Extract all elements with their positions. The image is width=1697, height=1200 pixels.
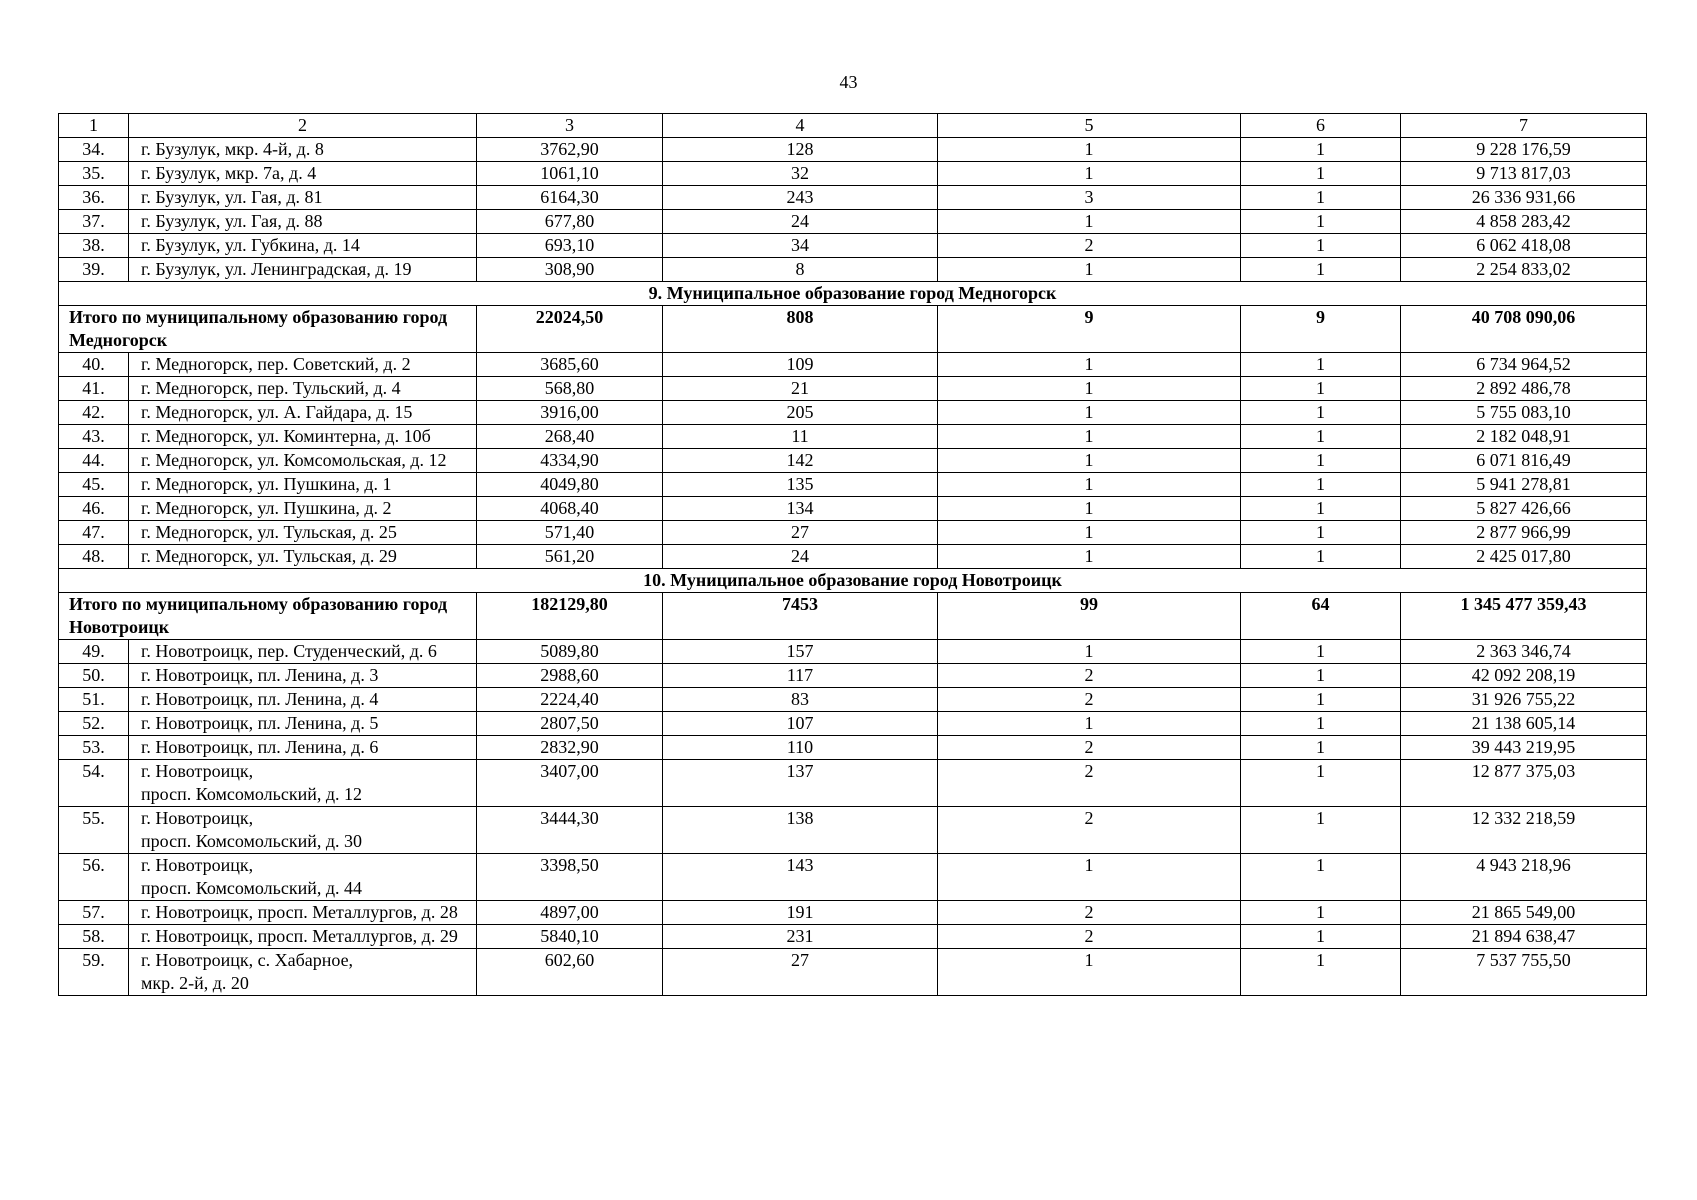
table-row — [59, 162, 1647, 186]
address-cell: г. Медногорск, ул. Тульская, д. 29 — [129, 545, 477, 569]
residents-count-cell: 205 — [663, 401, 938, 425]
row-number-cell: 50. — [59, 664, 129, 688]
subtotal-row — [59, 306, 1647, 353]
col-6-value-cell: 1 — [1241, 949, 1401, 996]
cost-cell: 2 877 966,99 — [1401, 521, 1647, 545]
col-6-value-cell: 1 — [1241, 353, 1401, 377]
address-cell: г. Медногорск, пер. Советский, д. 2 — [129, 353, 477, 377]
col-6-value-cell: 1 — [1241, 925, 1401, 949]
address-cell: г. Бузулук, мкр. 7а, д. 4 — [129, 162, 477, 186]
col-5-value-cell: 2 — [938, 901, 1241, 925]
table-row — [59, 640, 1647, 664]
col-5-value-cell: 2 — [938, 234, 1241, 258]
row-number-cell: 58. — [59, 925, 129, 949]
address-cell: г. Бузулук, ул. Ленинградская, д. 19 — [129, 258, 477, 282]
residents-count-cell: 107 — [663, 712, 938, 736]
col-5-value-cell: 2 — [938, 736, 1241, 760]
row-number-cell: 40. — [59, 353, 129, 377]
address-cell: г. Новотроицк, просп. Металлургов, д. 29 — [129, 925, 477, 949]
column-number-cell: 3 — [477, 114, 663, 138]
subtotal-col-5-value: 9 — [938, 306, 1241, 353]
address-cell: г. Бузулук, ул. Гая, д. 81 — [129, 186, 477, 210]
table-row — [59, 497, 1647, 521]
residents-count-cell: 243 — [663, 186, 938, 210]
col-5-value-cell: 1 — [938, 449, 1241, 473]
table-row — [59, 901, 1647, 925]
total-area-cell: 602,60 — [477, 949, 663, 996]
total-area-cell: 3407,00 — [477, 760, 663, 807]
row-number-cell: 45. — [59, 473, 129, 497]
address-cell: г. Медногорск, ул. Тульская, д. 25 — [129, 521, 477, 545]
total-area-cell: 3916,00 — [477, 401, 663, 425]
total-area-cell: 308,90 — [477, 258, 663, 282]
residents-count-cell: 231 — [663, 925, 938, 949]
residents-count-cell: 109 — [663, 353, 938, 377]
col-6-value-cell: 1 — [1241, 712, 1401, 736]
cost-cell: 21 865 549,00 — [1401, 901, 1647, 925]
col-5-value-cell: 2 — [938, 664, 1241, 688]
row-number-cell: 55. — [59, 807, 129, 854]
address-cell: г. Медногорск, пер. Тульский, д. 4 — [129, 377, 477, 401]
col-5-value-cell: 1 — [938, 854, 1241, 901]
subtotal-residents-count: 808 — [663, 306, 938, 353]
total-area-cell: 1061,10 — [477, 162, 663, 186]
total-area-cell: 2832,90 — [477, 736, 663, 760]
subtotal-label: Итого по муниципальному образованию город Медногорск — [59, 306, 477, 353]
col-5-value-cell: 2 — [938, 688, 1241, 712]
housing-register-table — [58, 113, 1647, 996]
subtotal-total-area: 22024,50 — [477, 306, 663, 353]
subtotal-label: Итого по муниципальному образованию город Новотроицк — [59, 593, 477, 640]
col-6-value-cell: 1 — [1241, 688, 1401, 712]
table-row — [59, 401, 1647, 425]
column-number-cell: 2 — [129, 114, 477, 138]
table-row — [59, 760, 1647, 807]
address-cell: г. Медногорск, ул. А. Гайдара, д. 15 — [129, 401, 477, 425]
col-5-value-cell: 1 — [938, 545, 1241, 569]
cost-cell: 42 092 208,19 — [1401, 664, 1647, 688]
table-row — [59, 854, 1647, 901]
col-6-value-cell: 1 — [1241, 401, 1401, 425]
address-cell: г. Медногорск, ул. Пушкина, д. 2 — [129, 497, 477, 521]
cost-cell: 6 734 964,52 — [1401, 353, 1647, 377]
cost-cell: 39 443 219,95 — [1401, 736, 1647, 760]
row-number-cell: 56. — [59, 854, 129, 901]
col-5-value-cell: 1 — [938, 210, 1241, 234]
residents-count-cell: 11 — [663, 425, 938, 449]
col-6-value-cell: 1 — [1241, 736, 1401, 760]
table-row — [59, 688, 1647, 712]
address-cell: г. Новотроицк, пл. Ленина, д. 4 — [129, 688, 477, 712]
row-number-cell: 39. — [59, 258, 129, 282]
residents-count-cell: 24 — [663, 545, 938, 569]
total-area-cell: 568,80 — [477, 377, 663, 401]
total-area-cell: 3444,30 — [477, 807, 663, 854]
col-5-value-cell: 2 — [938, 925, 1241, 949]
cost-cell: 6 062 418,08 — [1401, 234, 1647, 258]
residents-count-cell: 27 — [663, 949, 938, 996]
table-row — [59, 664, 1647, 688]
section-heading: 9. Муниципальное образование город Медногорск — [59, 282, 1647, 306]
col-5-value-cell: 3 — [938, 186, 1241, 210]
col-6-value-cell: 1 — [1241, 760, 1401, 807]
table-row — [59, 949, 1647, 996]
row-number-cell: 54. — [59, 760, 129, 807]
col-6-value-cell: 1 — [1241, 449, 1401, 473]
residents-count-cell: 110 — [663, 736, 938, 760]
col-5-value-cell: 1 — [938, 353, 1241, 377]
residents-count-cell: 21 — [663, 377, 938, 401]
cost-cell: 6 071 816,49 — [1401, 449, 1647, 473]
row-number-cell: 41. — [59, 377, 129, 401]
residents-count-cell: 8 — [663, 258, 938, 282]
address-cell: г. Бузулук, ул. Губкина, д. 14 — [129, 234, 477, 258]
cost-cell: 5 755 083,10 — [1401, 401, 1647, 425]
row-number-cell: 49. — [59, 640, 129, 664]
row-number-cell: 43. — [59, 425, 129, 449]
col-6-value-cell: 1 — [1241, 497, 1401, 521]
cost-cell: 31 926 755,22 — [1401, 688, 1647, 712]
total-area-cell: 3762,90 — [477, 138, 663, 162]
column-number-cell: 5 — [938, 114, 1241, 138]
total-area-cell: 677,80 — [477, 210, 663, 234]
address-cell: г. Новотроицк, просп. Комсомольский, д. 44 — [129, 854, 477, 901]
col-5-value-cell: 2 — [938, 760, 1241, 807]
row-number-cell: 47. — [59, 521, 129, 545]
col-5-value-cell: 1 — [938, 521, 1241, 545]
subtotal-col-5-value: 99 — [938, 593, 1241, 640]
address-cell: г. Новотроицк, просп. Металлургов, д. 28 — [129, 901, 477, 925]
col-5-value-cell: 1 — [938, 377, 1241, 401]
cost-cell: 12 332 218,59 — [1401, 807, 1647, 854]
total-area-cell: 693,10 — [477, 234, 663, 258]
total-area-cell: 3398,50 — [477, 854, 663, 901]
table-row — [59, 807, 1647, 854]
residents-count-cell: 138 — [663, 807, 938, 854]
residents-count-cell: 137 — [663, 760, 938, 807]
cost-cell: 26 336 931,66 — [1401, 186, 1647, 210]
col-6-value-cell: 1 — [1241, 473, 1401, 497]
cost-cell: 2 254 833,02 — [1401, 258, 1647, 282]
table-row — [59, 521, 1647, 545]
col-5-value-cell: 1 — [938, 258, 1241, 282]
col-6-value-cell: 1 — [1241, 664, 1401, 688]
row-number-cell: 42. — [59, 401, 129, 425]
section-heading: 10. Муниципальное образование город Новотроицк — [59, 569, 1647, 593]
address-cell: г. Медногорск, ул. Коминтерна, д. 10б — [129, 425, 477, 449]
table-row — [59, 473, 1647, 497]
row-number-cell: 52. — [59, 712, 129, 736]
cost-cell: 4 943 218,96 — [1401, 854, 1647, 901]
col-6-value-cell: 1 — [1241, 807, 1401, 854]
cost-cell: 21 894 638,47 — [1401, 925, 1647, 949]
row-number-cell: 36. — [59, 186, 129, 210]
residents-count-cell: 32 — [663, 162, 938, 186]
total-area-cell: 268,40 — [477, 425, 663, 449]
col-6-value-cell: 1 — [1241, 521, 1401, 545]
column-number-cell: 4 — [663, 114, 938, 138]
total-area-cell: 5840,10 — [477, 925, 663, 949]
col-5-value-cell: 1 — [938, 401, 1241, 425]
table-row — [59, 377, 1647, 401]
table-row — [59, 545, 1647, 569]
column-number-cell: 6 — [1241, 114, 1401, 138]
address-cell: г. Медногорск, ул. Пушкина, д. 1 — [129, 473, 477, 497]
table-row — [59, 449, 1647, 473]
row-number-cell: 48. — [59, 545, 129, 569]
cost-cell: 9 228 176,59 — [1401, 138, 1647, 162]
column-number-cell: 1 — [59, 114, 129, 138]
col-6-value-cell: 1 — [1241, 162, 1401, 186]
residents-count-cell: 143 — [663, 854, 938, 901]
table-row — [59, 234, 1647, 258]
subtotal-row — [59, 593, 1647, 640]
address-cell: г. Новотроицк, просп. Комсомольский, д. 30 — [129, 807, 477, 854]
table-row — [59, 712, 1647, 736]
row-number-cell: 38. — [59, 234, 129, 258]
residents-count-cell: 117 — [663, 664, 938, 688]
address-cell: г. Новотроицк, пер. Студенческий, д. 6 — [129, 640, 477, 664]
total-area-cell: 2988,60 — [477, 664, 663, 688]
cost-cell: 2 892 486,78 — [1401, 377, 1647, 401]
col-6-value-cell: 1 — [1241, 234, 1401, 258]
row-number-cell: 34. — [59, 138, 129, 162]
total-area-cell: 4068,40 — [477, 497, 663, 521]
cost-cell: 5 941 278,81 — [1401, 473, 1647, 497]
cost-cell: 5 827 426,66 — [1401, 497, 1647, 521]
col-5-value-cell: 2 — [938, 807, 1241, 854]
col-5-value-cell: 1 — [938, 497, 1241, 521]
column-number-header-row — [59, 114, 1647, 138]
col-5-value-cell: 1 — [938, 138, 1241, 162]
address-cell: г. Медногорск, ул. Комсомольская, д. 12 — [129, 449, 477, 473]
address-cell: г. Новотроицк, просп. Комсомольский, д. 12 — [129, 760, 477, 807]
total-area-cell: 3685,60 — [477, 353, 663, 377]
col-5-value-cell: 1 — [938, 949, 1241, 996]
col-5-value-cell: 1 — [938, 712, 1241, 736]
table-row — [59, 925, 1647, 949]
total-area-cell: 5089,80 — [477, 640, 663, 664]
col-6-value-cell: 1 — [1241, 210, 1401, 234]
col-6-value-cell: 1 — [1241, 545, 1401, 569]
table-row — [59, 186, 1647, 210]
page-number: 43 — [839, 72, 858, 92]
cost-cell: 2 425 017,80 — [1401, 545, 1647, 569]
cost-cell: 12 877 375,03 — [1401, 760, 1647, 807]
total-area-cell: 4334,90 — [477, 449, 663, 473]
col-6-value-cell: 1 — [1241, 377, 1401, 401]
table-row — [59, 736, 1647, 760]
table-row — [59, 425, 1647, 449]
cost-cell: 2 363 346,74 — [1401, 640, 1647, 664]
row-number-cell: 44. — [59, 449, 129, 473]
row-number-cell: 59. — [59, 949, 129, 996]
total-area-cell: 4049,80 — [477, 473, 663, 497]
col-6-value-cell: 1 — [1241, 854, 1401, 901]
cost-cell: 2 182 048,91 — [1401, 425, 1647, 449]
row-number-cell: 57. — [59, 901, 129, 925]
subtotal-cost: 40 708 090,06 — [1401, 306, 1647, 353]
col-5-value-cell: 1 — [938, 640, 1241, 664]
residents-count-cell: 135 — [663, 473, 938, 497]
cost-cell: 9 713 817,03 — [1401, 162, 1647, 186]
table-row — [59, 138, 1647, 162]
address-cell: г. Новотроицк, пл. Ленина, д. 6 — [129, 736, 477, 760]
col-5-value-cell: 1 — [938, 425, 1241, 449]
col-6-value-cell: 1 — [1241, 640, 1401, 664]
residents-count-cell: 157 — [663, 640, 938, 664]
residents-count-cell: 27 — [663, 521, 938, 545]
residents-count-cell: 134 — [663, 497, 938, 521]
table-row — [59, 258, 1647, 282]
col-5-value-cell: 1 — [938, 162, 1241, 186]
col-5-value-cell: 1 — [938, 473, 1241, 497]
subtotal-col-6-value: 9 — [1241, 306, 1401, 353]
residents-count-cell: 191 — [663, 901, 938, 925]
total-area-cell: 561,20 — [477, 545, 663, 569]
total-area-cell: 571,40 — [477, 521, 663, 545]
residents-count-cell: 83 — [663, 688, 938, 712]
table-body — [59, 138, 1647, 996]
total-area-cell: 2807,50 — [477, 712, 663, 736]
cost-cell: 7 537 755,50 — [1401, 949, 1647, 996]
total-area-cell: 6164,30 — [477, 186, 663, 210]
section-heading-row — [59, 569, 1647, 593]
cost-cell: 21 138 605,14 — [1401, 712, 1647, 736]
section-heading-row — [59, 282, 1647, 306]
residents-count-cell: 128 — [663, 138, 938, 162]
total-area-cell: 2224,40 — [477, 688, 663, 712]
address-cell: г. Бузулук, мкр. 4-й, д. 8 — [129, 138, 477, 162]
column-number-cell: 7 — [1401, 114, 1647, 138]
col-6-value-cell: 1 — [1241, 901, 1401, 925]
table-row — [59, 210, 1647, 234]
subtotal-residents-count: 7453 — [663, 593, 938, 640]
col-6-value-cell: 1 — [1241, 425, 1401, 449]
row-number-cell: 46. — [59, 497, 129, 521]
address-cell: г. Новотроицк, с. Хабарное, мкр. 2-й, д. 20 — [129, 949, 477, 996]
row-number-cell: 51. — [59, 688, 129, 712]
residents-count-cell: 34 — [663, 234, 938, 258]
subtotal-col-6-value: 64 — [1241, 593, 1401, 640]
subtotal-total-area: 182129,80 — [477, 593, 663, 640]
address-cell: г. Новотроицк, пл. Ленина, д. 5 — [129, 712, 477, 736]
col-6-value-cell: 1 — [1241, 186, 1401, 210]
subtotal-cost: 1 345 477 359,43 — [1401, 593, 1647, 640]
total-area-cell: 4897,00 — [477, 901, 663, 925]
table-row — [59, 353, 1647, 377]
address-cell: г. Бузулук, ул. Гая, д. 88 — [129, 210, 477, 234]
row-number-cell: 35. — [59, 162, 129, 186]
row-number-cell: 37. — [59, 210, 129, 234]
residents-count-cell: 142 — [663, 449, 938, 473]
residents-count-cell: 24 — [663, 210, 938, 234]
col-6-value-cell: 1 — [1241, 138, 1401, 162]
row-number-cell: 53. — [59, 736, 129, 760]
col-6-value-cell: 1 — [1241, 258, 1401, 282]
cost-cell: 4 858 283,42 — [1401, 210, 1647, 234]
address-cell: г. Новотроицк, пл. Ленина, д. 3 — [129, 664, 477, 688]
